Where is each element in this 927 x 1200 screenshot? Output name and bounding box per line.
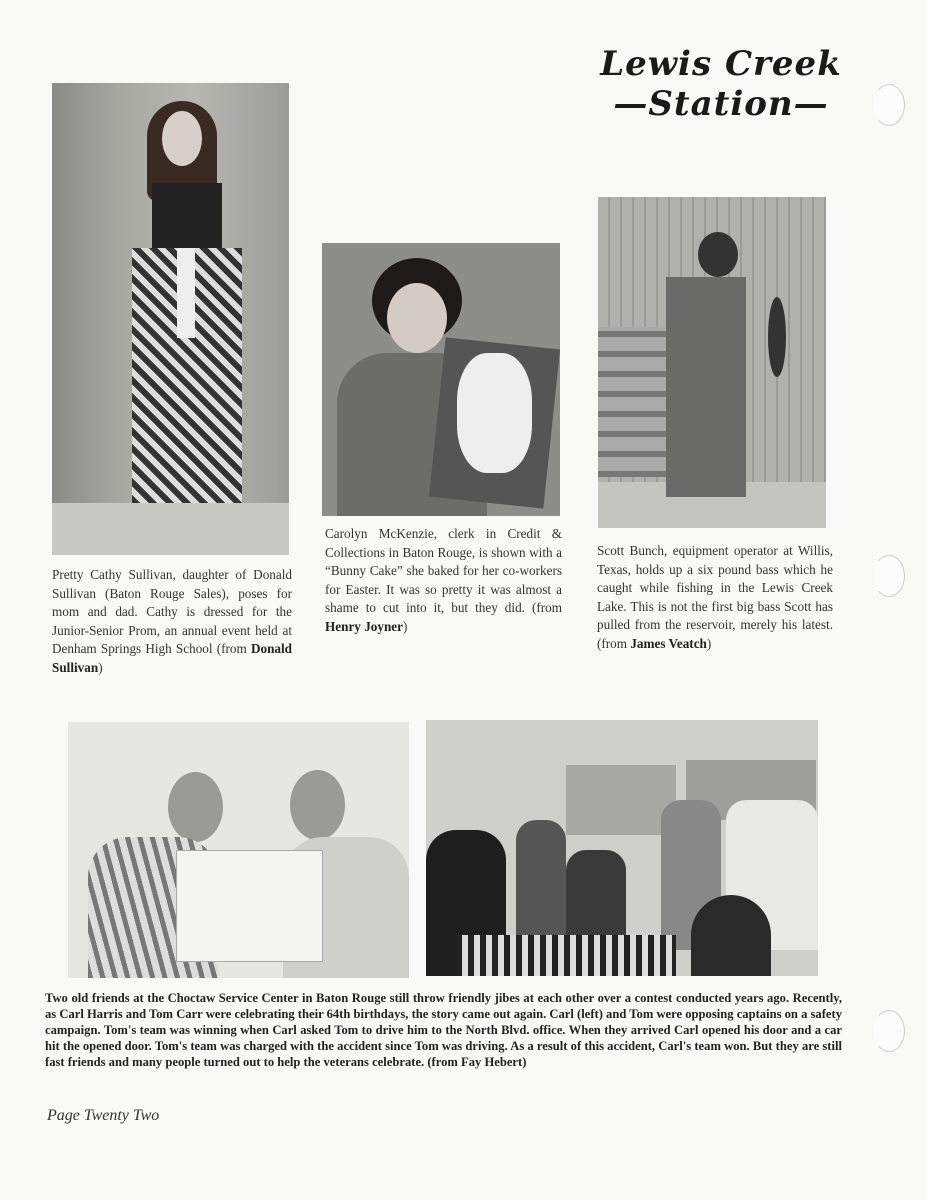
title-line-1: Lewis Creek (600, 44, 842, 84)
caption-end: ) (706, 635, 712, 651)
title-line-2: —Station— (613, 84, 829, 124)
photo-cathy-sullivan (52, 83, 289, 555)
caption-scott (597, 542, 833, 654)
caption-cathy (52, 566, 292, 678)
caption-credit: Donald Sullivan (52, 641, 292, 675)
caption-friends: Two old friends at the Choctaw Service Center in Baton Rouge still throw friendly jibes at each other over a contest conducted years ago. Recently, as Carl Harris and Tom Carr were celebrating their 64th birthdays, the story came out again. Carl (left) and Tom were opposing captains on a safety campaign. Tom's team was winning when Carl asked Tom to drive him to the North Blvd. office. When they arrived Carl opened his door and a car hit the opened door. Tom's team was charged with the accident since Tom was driving. As a result of this accident, Carl's team won. But they are still fast friends and many people turned out to help the veterans celebrate. (from Fay Hebert) (45, 991, 842, 1069)
photo-scott-bunch (598, 197, 826, 528)
binder-hole (873, 1010, 905, 1052)
binder-hole (873, 84, 905, 126)
caption-carolyn (325, 525, 562, 637)
photo-birthday-celebration (426, 720, 818, 976)
caption-text: Scott Bunch, equipment operator at Willis, Texas, holds up a six pound bass which he caught while fishing in the Lewis Creek Lake. This is not the first big bass Scott has pulled from the reservoir, merely his latest. (from (597, 543, 833, 651)
page-number: Page Twenty Two (47, 1107, 160, 1124)
caption-credit: James Veatch (630, 635, 707, 651)
caption-end: ) (403, 618, 408, 634)
caption-end: ) (98, 659, 103, 675)
section-title (596, 44, 846, 124)
binder-hole (873, 555, 905, 597)
caption-credit: Henry Joyner (325, 618, 404, 634)
caption-text: Carolyn McKenzie, clerk in Credit & Collections in Baton Rouge, is shown with a “Bunny Cake” she baked for her co-workers for Easter. It was so pretty it was almost a shame to cut into it, but they did. (from (325, 526, 562, 616)
photo-carolyn-mckenzie (322, 243, 560, 516)
caption-text: Pretty Cathy Sullivan, daughter of Donald Sullivan (Baton Rouge Sales), poses for mom and dad. Cathy is dressed for the Junior-Senior Prom, an annual event held at Denham Springs High School (from (52, 567, 292, 657)
photo-carl-and-tom (68, 722, 409, 978)
